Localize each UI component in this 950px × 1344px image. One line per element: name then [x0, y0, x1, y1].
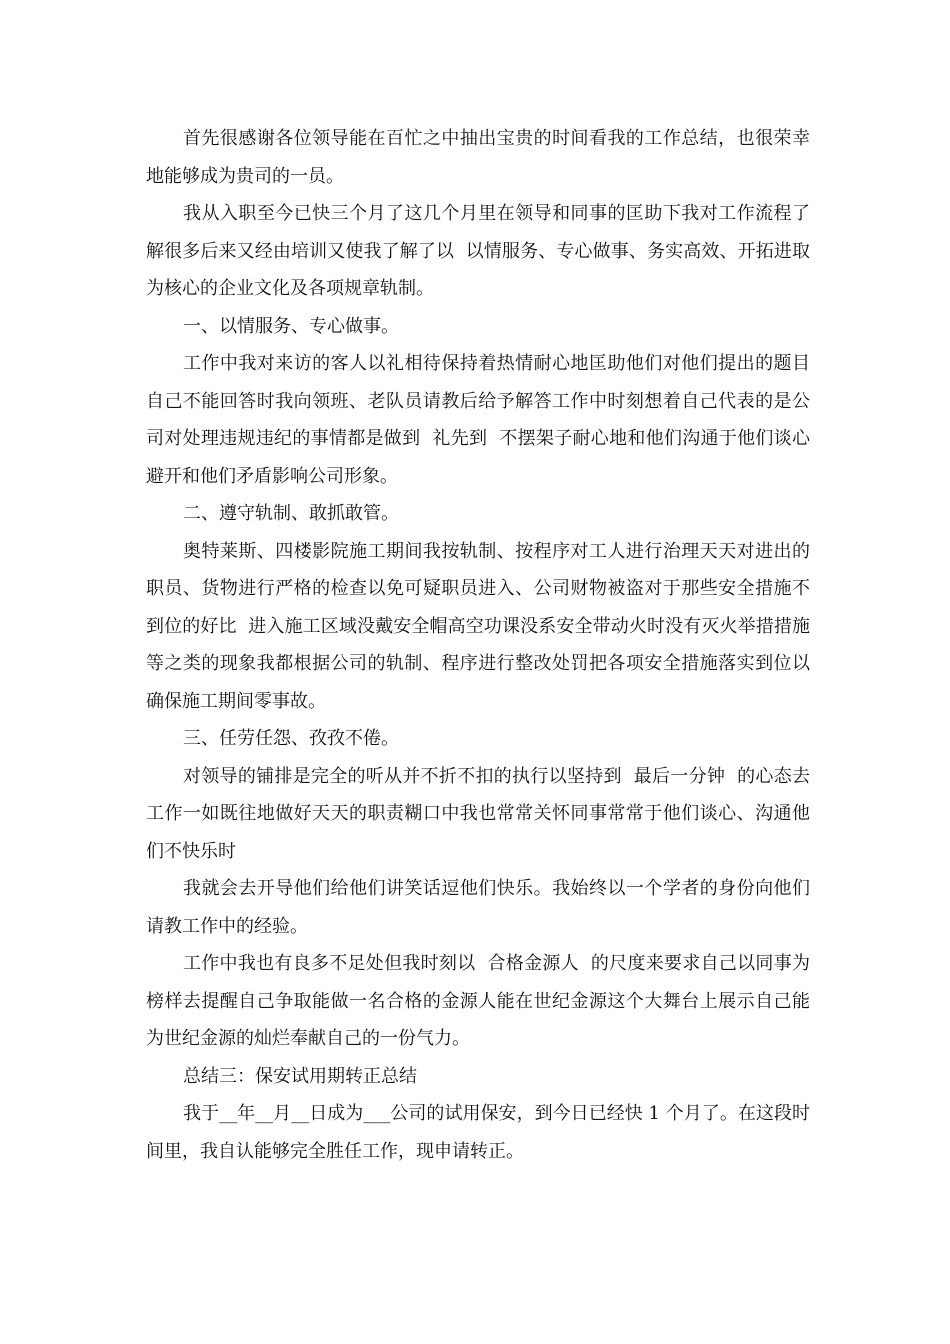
paragraph-probation: 我于__年__月__日成为___公司的试用保安，到今日已经快 1 个月了。在这段时间里，我自认能够完全胜任工作，现申请转正。	[146, 1103, 810, 1162]
document-body	[146, 120, 822, 1170]
paragraph-service: 工作中我对来访的客人以礼相待保持着热情耐心地匡助他们对他们提出的题目自己不能回答时我向领班、老队员请教后给予解答工作中时刻想着自己代表的是公司对处理违规违纪的事情都是做到 礼先到 不摆架子耐心地和他们沟通于他们谈心避开和他们矛盾影响公司形象。	[146, 353, 810, 487]
section-heading-1: 一、以情服务、专心做事。	[183, 315, 399, 337]
paragraph-onboarding: 我从入职至今已快三个月了这几个月里在领导和同事的匡助下我对工作流程了解很多后来又经由培训又使我了解了以 以情服务、专心做事、务实高效、开拓进取 为核心的企业文化及各项规章轨制。	[146, 203, 822, 299]
paragraph-improvement: 工作中我也有良多不足处但我时刻以 合格金源人 的尺度来要求自己以同事为榜样去提醒自己争取能做一名合格的金源人能在世纪金源这个大舞台上展示自己能为世纪金源的灿烂奉献自己的一份气力。	[146, 953, 810, 1049]
section-heading-3: 三、任劳任怨、孜孜不倦。	[183, 728, 399, 749]
paragraph-intro: 首先很感谢各位领导能在百忙之中抽出宝贵的时间看我的工作总结，也很荣幸地能够成为贵司的一员。	[146, 128, 810, 187]
paragraph-colleagues: 我就会去开导他们给他们讲笑话逗他们快乐。我始终以一个学者的身份向他们请教工作中的经验。	[146, 878, 810, 937]
paragraph-diligence: 对领导的铺排是完全的听从并不折不扣的执行以坚持到 最后一分钟 的心态去工作一如既往地做好天天的职责糊口中我也常常关怀同事常常于他们谈心、沟通他们不快乐时	[146, 765, 810, 862]
summary-heading: 总结三：保安试用期转正总结	[183, 1065, 417, 1087]
section-heading-2: 二、遵守轨制、敢抓敢管。	[183, 503, 399, 524]
paragraph-rules: 奥特莱斯、四楼影院施工期间我按轨制、按程序对工人进行治理天天对进出的职员、货物进行严格的检查以免可疑职员进入、公司财物被盗对于那些安全措施不到位的好比 进入施工区域没戴安全帽高空功课没系安全带动火时没有灭火举措措施 等之类的现象我都根据公司的轨制、程序进行整改处罚把各项安全措施落实到位以确保施工期间零事故。	[146, 540, 822, 712]
